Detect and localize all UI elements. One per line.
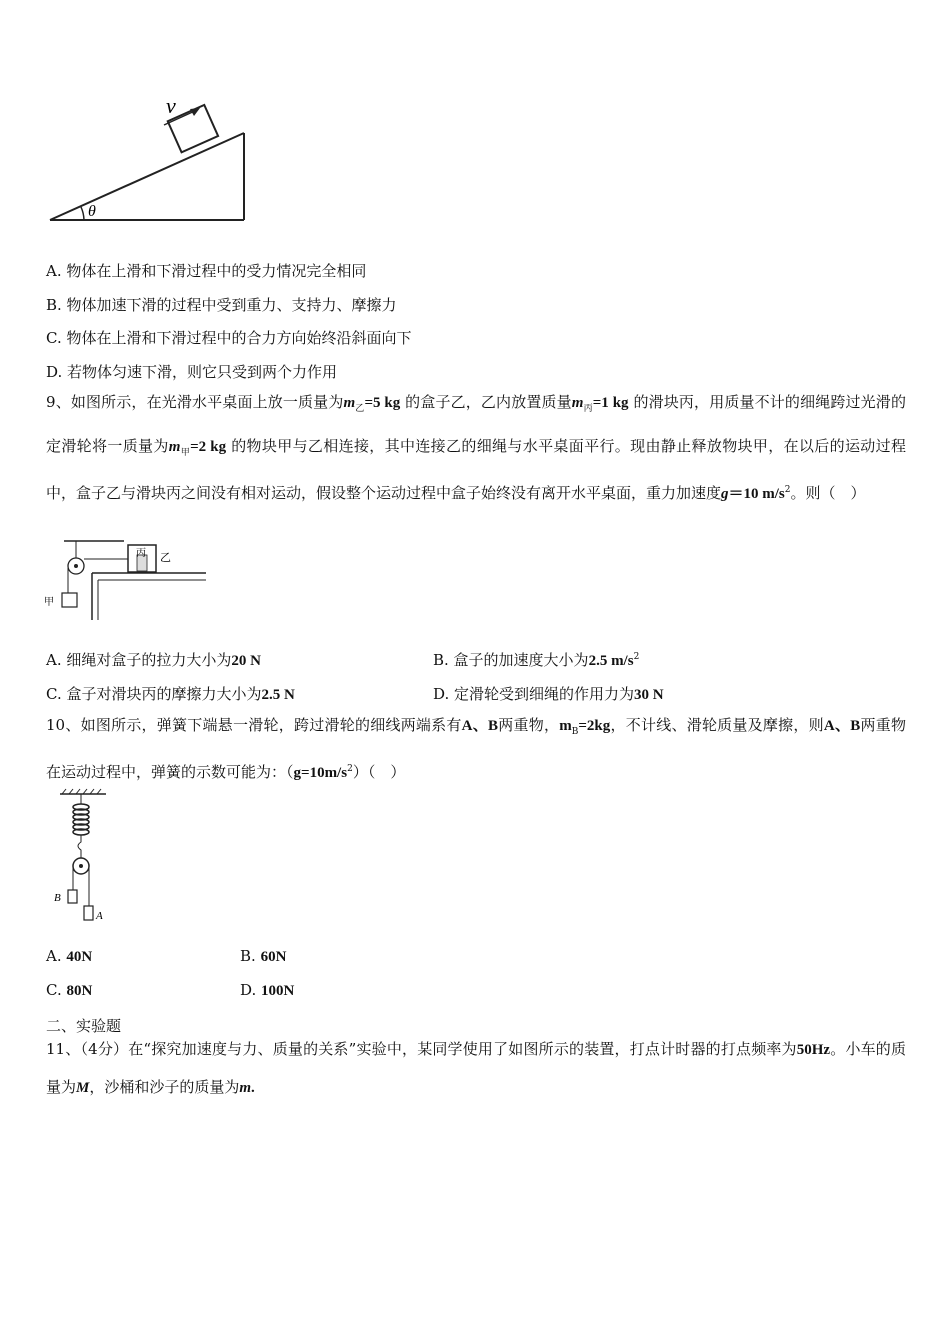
q9-option-c: C. 盒子对滑块丙的摩擦力大小为2.5 N bbox=[46, 685, 295, 703]
q8-option-c: C. 物体在上滑和下滑过程中的合力方向始终沿斜面向下 bbox=[46, 329, 412, 347]
q10-stem: 10、如图所示，弹簧下端悬一滑轮，跨过滑轮的细线两端系有A、B两重物，$m_B=2kg$，不计线、滑轮质量及摩擦，则A、B两重物在运动过程中，弹簧的示数可能为：$(g=10m/s^2)$（ ） bbox=[46, 716, 906, 781]
q9-option-b: B. 盒子的加速度大小为2.5 $m/s^2$ bbox=[433, 651, 640, 669]
q10-option-c: C. 80N bbox=[46, 981, 93, 999]
q8-option-b: B. 物体加速下滑的过程中受到重力、支持力、摩擦力 bbox=[46, 296, 397, 314]
q9-option-a: A. 细绳对盒子的拉力大小为20 N bbox=[46, 651, 261, 669]
q11-stem: 11、（4分）在“探究加速度与力、质量的关系”实验中，某同学使用了如图所示的装置，打点计时器的打点频率为50Hz。小车的质量为M，沙桶和沙子的质量为m. bbox=[46, 1040, 906, 1096]
q10-option-b: B. 60N bbox=[240, 947, 287, 965]
label-bing: 丙 bbox=[136, 548, 146, 559]
label-a: A bbox=[96, 910, 103, 922]
velocity-label: v bbox=[166, 95, 176, 118]
q8-option-d: D. 若物体匀速下滑，则它只受到两个力作用 bbox=[46, 363, 338, 381]
section-heading: 二、实验题 bbox=[46, 1017, 122, 1035]
q8-option-a: A. 物体在上滑和下滑过程中的受力情况完全相同 bbox=[46, 262, 367, 280]
q10-option-d: D. 100N bbox=[240, 981, 295, 999]
incline-figure bbox=[40, 95, 260, 230]
q9-stem: 9、如图所示，在光滑水平桌面上放一质量为$m_乙=5$ kg 的盒子乙，乙内放置质量$m_丙=1$ kg 的滑块丙，用质量不计的细绳跨过光滑的定滑轮将一质量为$m_甲=2$ kg 的物块甲与乙相连接，其中连接乙的细绳与水平桌面平行。现由静止释放物块甲，在以后的运动过程中，盒子乙与滑块丙之间没有相对运动，假设整个运动过程中盒子始终没有离开水平桌面，重力加速度g＝10 $m/s^2$。则（ ） bbox=[46, 393, 906, 502]
label-jia: 甲 bbox=[44, 597, 54, 608]
label-yi: 乙 bbox=[160, 551, 171, 564]
angle-label: θ bbox=[88, 203, 96, 220]
label-b: B bbox=[54, 892, 61, 904]
q10-option-a: A. 40N bbox=[46, 947, 93, 965]
pulley-table-figure bbox=[40, 535, 220, 630]
q9-option-d: D. 定滑轮受到细绳的作用力为30 N bbox=[433, 685, 664, 703]
spring-pulley-figure bbox=[48, 788, 118, 928]
